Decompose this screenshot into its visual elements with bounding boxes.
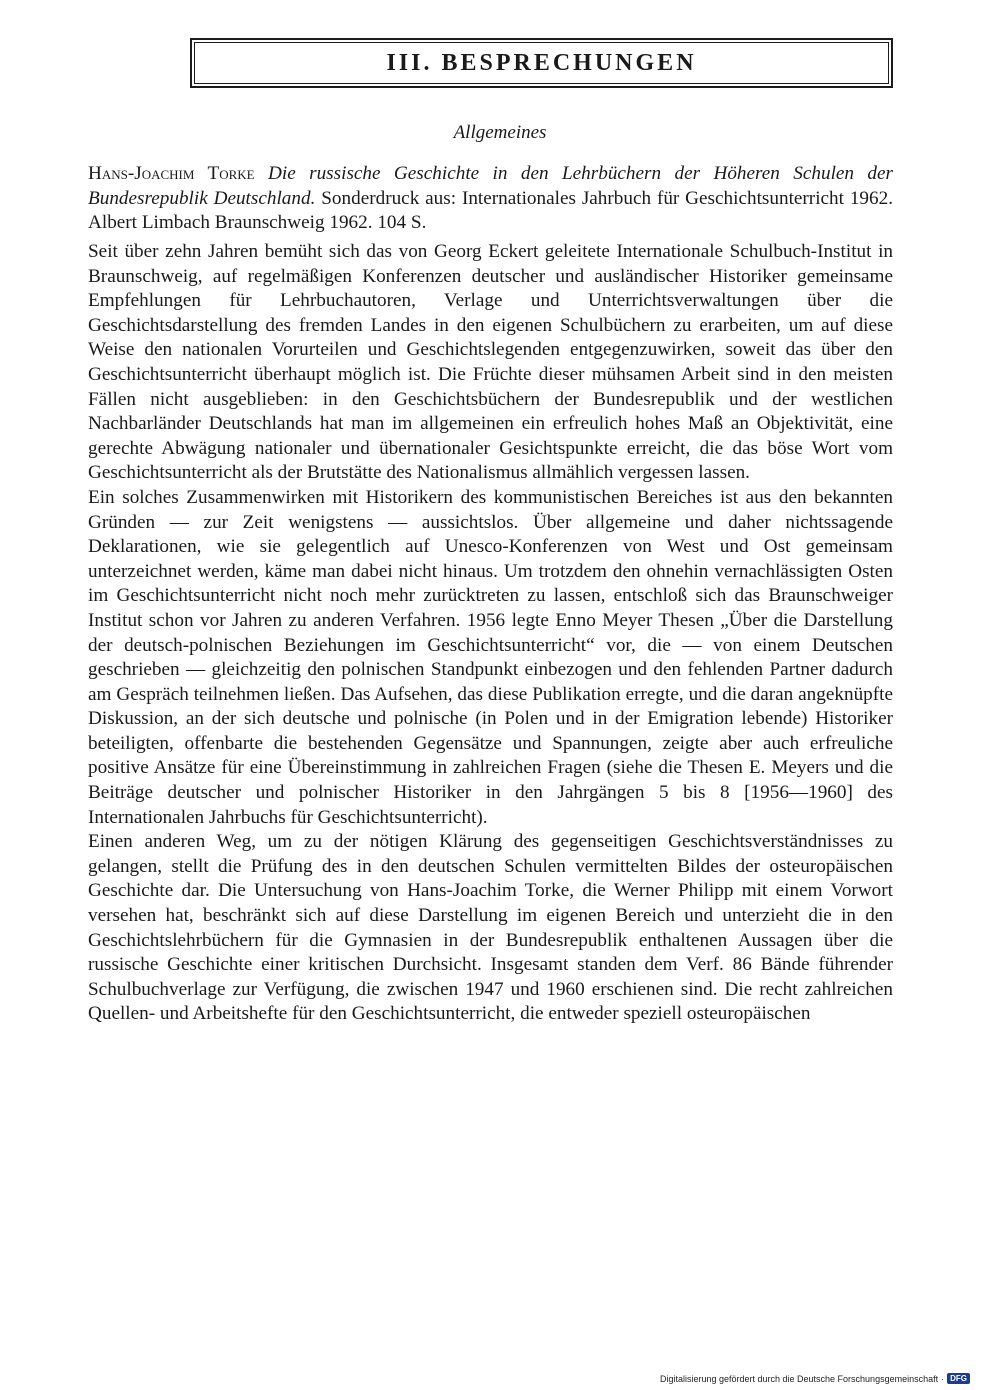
review-body [88, 240, 893, 1027]
section-title: III. BESPRECHUNGEN [386, 50, 697, 76]
citation-details: Sonderdruck aus: Internationales Jahrbuch für Geschichtsunterricht 1962. Albert Limbach Braunschweig 1962. 104 S. [88, 187, 894, 234]
dfg-logo-icon: DFG [947, 1373, 970, 1384]
paragraph: Seit über zehn Jahren bemüht sich das von Georg Eckert geleitete Internationale Schulbuch-Institut in Braunschweig, auf regelmäßigen Konferenzen deutscher und ausländischer Historiker gemeinsame Empfehlungen für Lehrbuchautoren, Verlage und Unterrichtsverwaltungen über die Geschichtsdarstellung des fremden Landes in den eigenen Schulbüchern zu erarbeiten, um auf diese Weise den nationalen Vorurteilen und Geschichtslegenden entgegenzuwirken, soweit das über den Geschichtsunterricht überhaupt möglich ist. Die Früchte dieser mühsamen Arbeit sind in den meisten Fällen nicht ausgeblieben: in den Geschichtsbüchern der Bundesrepublik und der westlichen Nachbarländer Deutschlands hat man im allgemeinen ein erfreulich hohes Maß an Objektivität, eine gerechte Abwägung nationaler und übernationaler Gesichtspunkte erreicht, die das böse Wort vom Geschichtsunterricht als der Brutstätte des Nationalismus allmählich vergessen lassen. [88, 241, 893, 484]
review-citation [88, 162, 893, 236]
subheading: Allgemeines [453, 122, 547, 143]
footer-note-text: Digitalisierung gefördert durch die Deutsche Forschungsgemeinschaft [659, 1373, 939, 1384]
citation-author: Hans-Joachim Torke [88, 163, 255, 184]
citation-title: Die russische Geschichte in den Lehrbüchern der Höheren Schulen der Bundesrepublik Deutschland. [88, 163, 893, 209]
paragraph: Ein solches Zusammenwirken mit Historikern des kommunistischen Bereiches ist aus den bekannten Gründen — zur Zeit wenigstens — aussichtslos. Über allgemeine und daher nichtssagende Deklarationen, wie sie gelegentlich auf Unesco-Konferenzen von West und Ost gemeinsam unterzeichnet werden, käme man dabei nicht hinaus. Um trotzdem den ohnehin vernachlässigten Osten im Geschichtsunterricht nicht noch mehr zurücktreten zu lassen, entschloß sich das Braunschweiger Institut schon vor Jahren zu anderen Verfahren. 1956 legte Enno Meyer Thesen „Über die Darstellung der deutsch-polnischen Beziehungen im Geschichtsunterricht“ vor, die — von einem Deutschen geschrieben — gleichzeitig den polnischen Standpunkt einbezogen und den fehlenden Partner dadurch am Gespräch teilnehmen ließen. Das Aufsehen, das diese Publikation erregte, und die daran angeknüpfte Diskussion, an der sich deutsche und polnische (in Polen und in der Emigration lebende) Historiker beteiligten, offenbarte die bestehenden Gegensätze und Spannungen, zeigte aber auch erfreuliche positive Ansätze für eine Übereinstimmung in zahlreichen Fragen (siehe die Thesen E. Meyers und die Beiträge deutscher und polnischer Historiker in den Jahrgängen 5 bis 8 [1956—1960] des Internationalen Jahrbuchs für Geschichtsunterricht). [88, 486, 893, 828]
paragraph: Einen anderen Weg, um zu der nötigen Klärung des gegenseitigen Geschichtsverständnisses zu gelangen, stellt die Prüfung des in den deutschen Schulen vermittelten Bildes der osteuropäischen Geschichte dar. Die Untersuchung von Hans-Joachim Torke, die Werner Philipp mit einem Vorwort versehen hat, beschränkt sich auf diese Darstellung im eigenen Bereich und unterzieht die in den Geschichtslehrbüchern für die Gymnasien in der Bundesrepublik enthaltenen Aussagen über die russische Geschichte einer kritischen Durchsicht. Insgesamt standen dem Verf. 86 Bände führender Schulbuchverlage zur Verfügung, die zwischen 1947 und 1960 erschienen sind. Die recht zahlreichen Quellen- und Arbeitshefte für den Geschichtsunterricht, die entweder speziell osteuropäischen [88, 831, 893, 1025]
digitization-footer: Digitalisierung gefördert durch die Deutsche Forschungsgemeinschaft · DFG [660, 1373, 970, 1384]
section-header-box [190, 38, 893, 88]
